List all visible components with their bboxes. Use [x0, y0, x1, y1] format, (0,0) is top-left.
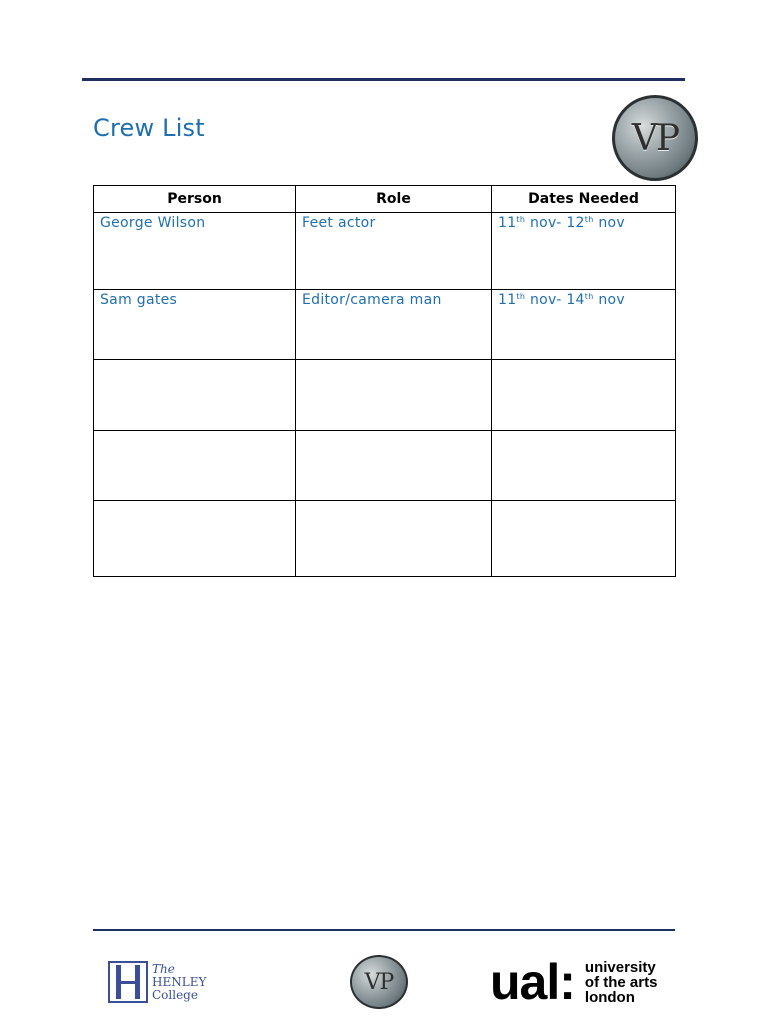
henley-logo-text [152, 963, 206, 1002]
ual-line-3: london [584, 988, 635, 1006]
table-row [94, 290, 676, 360]
table-header-row [94, 186, 676, 213]
ual-mark: ual: [490, 954, 575, 1010]
date-end-num: 14 [566, 292, 585, 308]
ual-wordmark [585, 960, 658, 1005]
cell-person[interactable] [94, 360, 296, 431]
henley-name: HENLEY [152, 974, 207, 989]
table-row [94, 501, 676, 577]
cell-dates[interactable] [492, 431, 676, 501]
crew-table [93, 185, 676, 577]
cell-dates[interactable] [492, 290, 676, 360]
cell-person[interactable]: Sam gates [94, 290, 296, 360]
cell-person[interactable] [94, 431, 296, 501]
ual-line-1: university [584, 958, 656, 976]
cell-role[interactable]: Feet actor [296, 213, 492, 290]
date-start-text: nov- [525, 215, 567, 231]
vp-logo [612, 95, 698, 181]
date-end-sup: th [584, 292, 594, 301]
henley-the: The [152, 961, 175, 976]
vp-logo-footer-text: VP [364, 969, 394, 995]
header-dates-needed: Dates Needed [492, 186, 676, 213]
header-person: Person [94, 186, 296, 213]
ual-logo [490, 954, 658, 1010]
cell-person[interactable]: George Wilson [94, 213, 296, 290]
table-row [94, 431, 676, 501]
cell-dates[interactable] [492, 360, 676, 431]
date-start-num: 11 [498, 215, 517, 231]
cell-dates[interactable] [492, 501, 676, 577]
date-end-sup: th [584, 215, 594, 224]
cell-role[interactable]: Editor/camera man [296, 290, 492, 360]
header-role: Role [296, 186, 492, 213]
table-row [94, 213, 676, 290]
cell-role[interactable] [296, 501, 492, 577]
date-start-sup: th [516, 292, 526, 301]
date-end-text: nov [593, 292, 625, 308]
cell-role[interactable] [296, 431, 492, 501]
date-end-text: nov [593, 215, 625, 231]
henley-college: College [152, 987, 198, 1002]
date-end-num: 12 [566, 215, 585, 231]
cell-person[interactable] [94, 501, 296, 577]
vp-logo-footer [350, 955, 408, 1009]
cell-dates[interactable] [492, 213, 676, 290]
vp-logo-text: VP [631, 117, 679, 159]
henley-h-icon [108, 961, 148, 1003]
cell-role[interactable] [296, 360, 492, 431]
table-row [94, 360, 676, 431]
date-start-sup: th [516, 215, 526, 224]
date-start-text: nov- [525, 292, 567, 308]
page-title: Crew List [93, 114, 205, 142]
top-rule [82, 78, 685, 81]
ual-line-2: of the arts [584, 973, 658, 991]
bottom-rule [93, 929, 675, 931]
date-start-num: 11 [498, 292, 517, 308]
henley-college-logo [108, 960, 218, 1004]
